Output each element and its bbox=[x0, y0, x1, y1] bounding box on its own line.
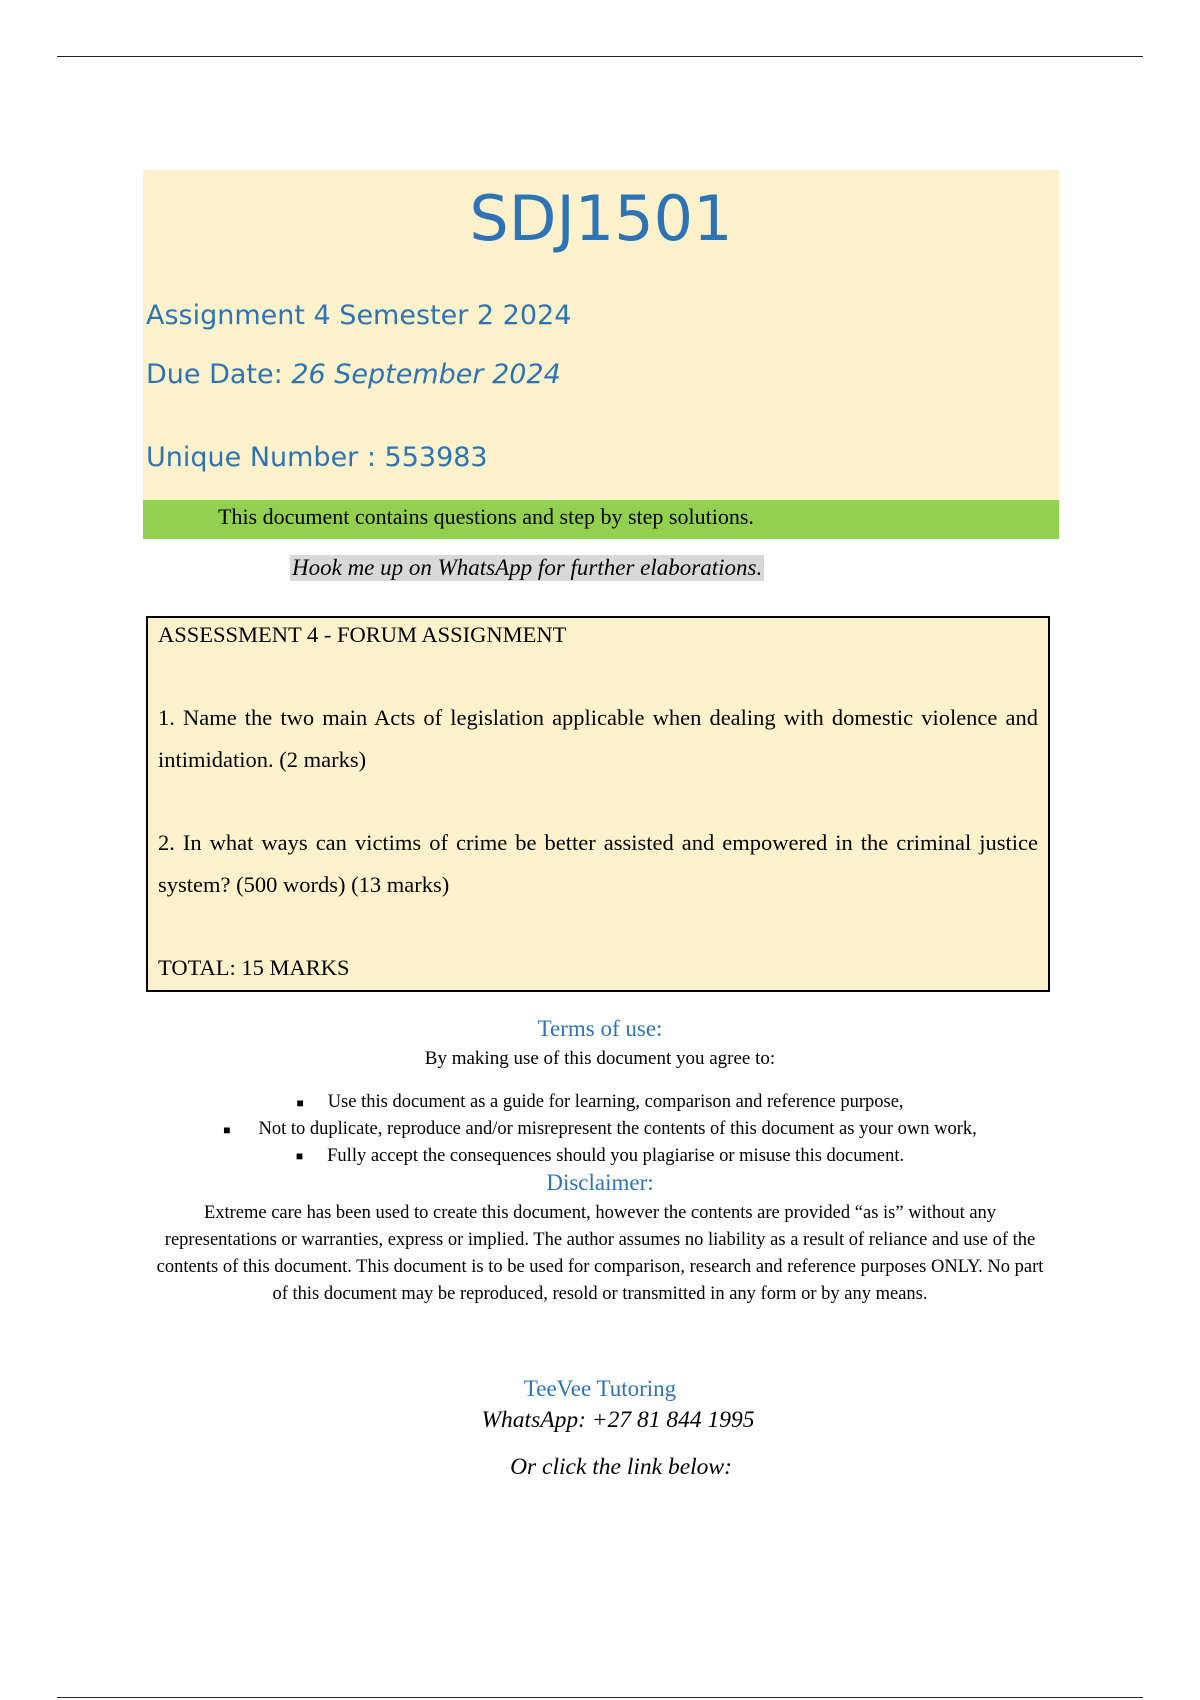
brand-name: TeeVee Tutoring bbox=[523, 1376, 677, 1401]
assignment-line: Assignment 4 Semester 2 2024 bbox=[146, 300, 572, 331]
square-bullet-icon: ■ bbox=[296, 1095, 304, 1110]
square-bullet-icon: ■ bbox=[223, 1122, 231, 1137]
whatsapp-note: Hook me up on WhatsApp for further elaborations. bbox=[292, 555, 763, 580]
terms-list bbox=[0, 1089, 1200, 1169]
due-date-label: Due Date: bbox=[146, 359, 292, 390]
solutions-banner-text: This document contains questions and step by step solutions. bbox=[218, 504, 754, 529]
whatsapp-number: WhatsApp: +27 81 844 1995 bbox=[481, 1407, 755, 1433]
due-date-value: 26 September 2024 bbox=[291, 359, 561, 390]
disclaimer-text: Extreme care has been used to create this document, however the contents are provided “as is” without any representations or warranties, express or implied. The author assumes no liability as a result of reliance and use of the contents of this document. This document is to be used for comparison, research and reference purposes ONLY. No part of this document may be reproduced, resold or transmitted in any form or by any means. bbox=[156, 1203, 1044, 1304]
disclaimer-title: Disclaimer: bbox=[546, 1170, 654, 1195]
due-date-line bbox=[146, 359, 561, 390]
assessment-heading: ASSESSMENT 4 - FORUM ASSIGNMENT bbox=[158, 622, 567, 647]
unique-number-line: Unique Number : 553983 bbox=[146, 442, 488, 473]
terms-title: Terms of use: bbox=[537, 1016, 663, 1041]
square-bullet-icon: ■ bbox=[295, 1149, 304, 1164]
page-bottom-rule bbox=[57, 1697, 1143, 1698]
assessment-box bbox=[146, 616, 1050, 992]
solutions-banner bbox=[143, 500, 1059, 539]
question-1: 1. Name the two main Acts of legislation applicable when dealing with domestic violence and intimidation. (2 marks) bbox=[158, 705, 1038, 772]
assessment-total: TOTAL: 15 MARKS bbox=[158, 955, 350, 980]
terms-item: ■ Not to duplicate, reproduce and/or misrepresent the contents of this document as your own work, bbox=[0, 1116, 1200, 1143]
cover-panel bbox=[143, 170, 1059, 500]
page-top-rule bbox=[57, 56, 1143, 57]
question-2: 2. In what ways can victims of crime be better assisted and empowered in the criminal justice system? (500 words) (13 marks) bbox=[158, 830, 1038, 897]
terms-intro: By making use of this document you agree to: bbox=[424, 1048, 776, 1069]
course-code-title: SDJ1501 bbox=[469, 182, 733, 255]
terms-item: ■ Fully accept the consequences should you plagiarise or misuse this document. bbox=[0, 1143, 1200, 1170]
terms-item: ■ Use this document as a guide for learning, comparison and reference purpose, bbox=[0, 1089, 1200, 1116]
click-link-prompt: Or click the link below: bbox=[510, 1454, 732, 1480]
